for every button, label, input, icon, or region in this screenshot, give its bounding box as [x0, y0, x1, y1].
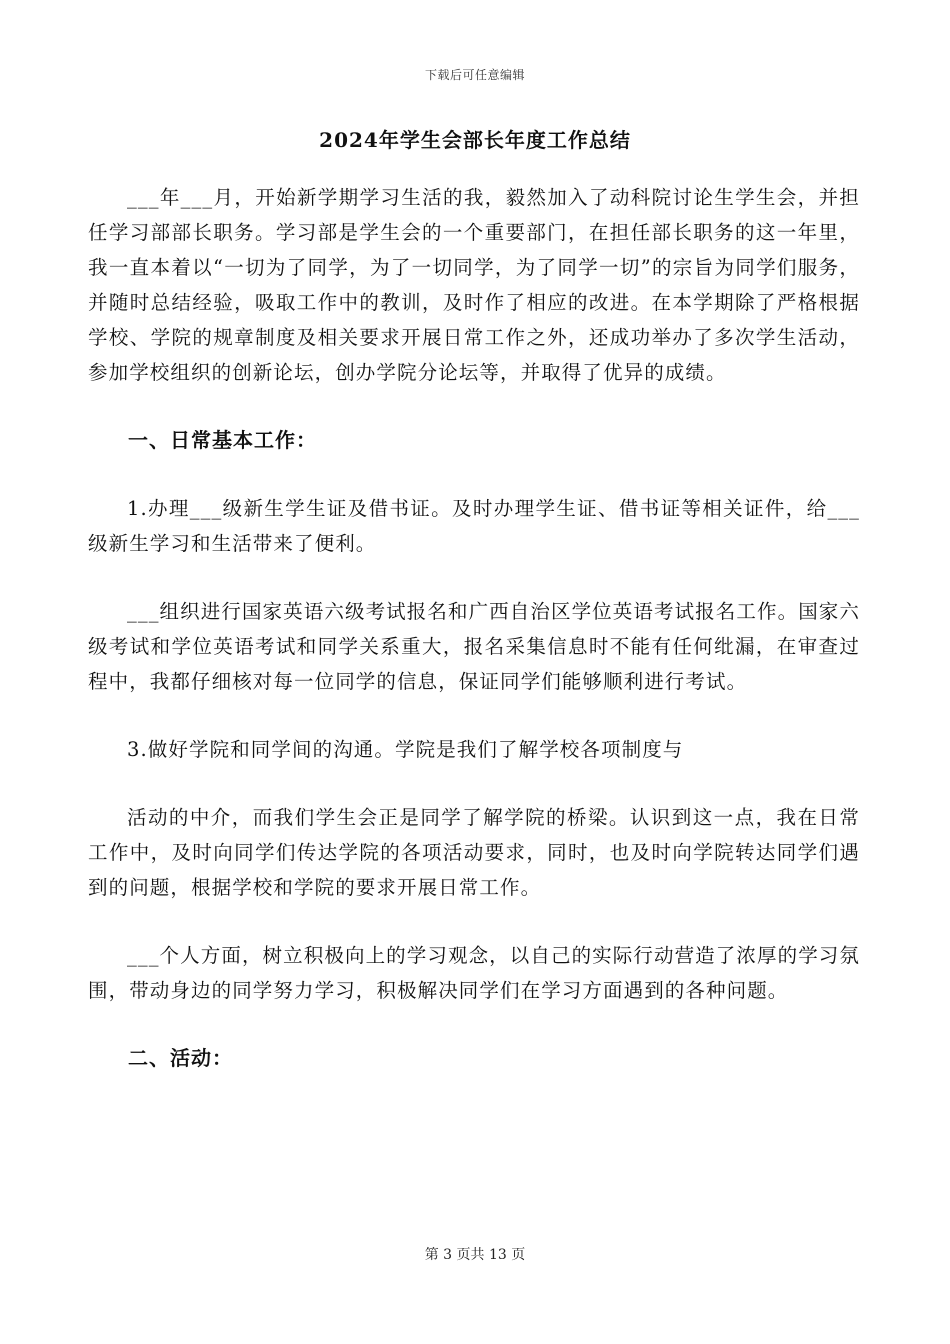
item-1-paragraph: 1.办理___级新生学生证及借书证。及时办理学生证、借书证等相关证件，给___级新生学习和生活带来了便利。: [88, 497, 860, 555]
item-3-paragraph: 3.做好学院和同学间的沟通。学院是我们了解学校各项制度与: [127, 738, 684, 761]
page-number: 第 3 页共 13 页: [424, 1247, 526, 1263]
section-heading-daily-work: 一、日常基本工作：: [128, 428, 317, 452]
section-heading-activities: 二、活动：: [128, 1046, 233, 1070]
item-2-paragraph: ___组织进行国家英语六级考试报名和广西自治区学位英语考试报名工作。国家六级考试和学位英语考试和同学关系重大，报名采集信息时不能有任何纰漏，在审查过程中，我都仔细核对每一位同学的信息，保证同学们能够顺利进行考试。: [88, 600, 860, 693]
item-3-continuation: 活动的中介，而我们学生会正是同学了解学院的桥梁。认识到这一点，我在日常工作中，及时向同学们传达学院的各项活动要求，同时，也及时向学院转达同学们遇到的问题，根据学校和学院的要求开展日常工作。: [88, 806, 860, 899]
document-body: [88, 180, 860, 1076]
document-title: 2024年学生会部长年度工作总结: [319, 128, 631, 152]
intro-paragraph: ___年___月，开始新学期学习生活的我，毅然加入了动科院讨论生学生会，并担任学习部部长职务。学习部是学生会的一个重要部门，在担任部长职务的这一年里，我一直本着以“一切为了同学，为了一切同学，为了同学一切”的宗旨为同学们服务，并随时总结经验，吸取工作中的教训，及时作了相应的改进。在本学期除了严格根据学校、学院的规章制度及相关要求开展日常工作之外，还成功举办了多次学生活动，参加学校组织的创新论坛，创办学院分论坛等，并取得了优异的成绩。: [88, 186, 860, 384]
item-4-paragraph: ___个人方面，树立积极向上的学习观念，以自己的实际行动营造了浓厚的学习氛围，带动身边的同学努力学习，积极解决同学们在学习方面遇到的各种问题。: [88, 944, 860, 1002]
header-note: 下载后可任意编辑: [424, 68, 525, 82]
